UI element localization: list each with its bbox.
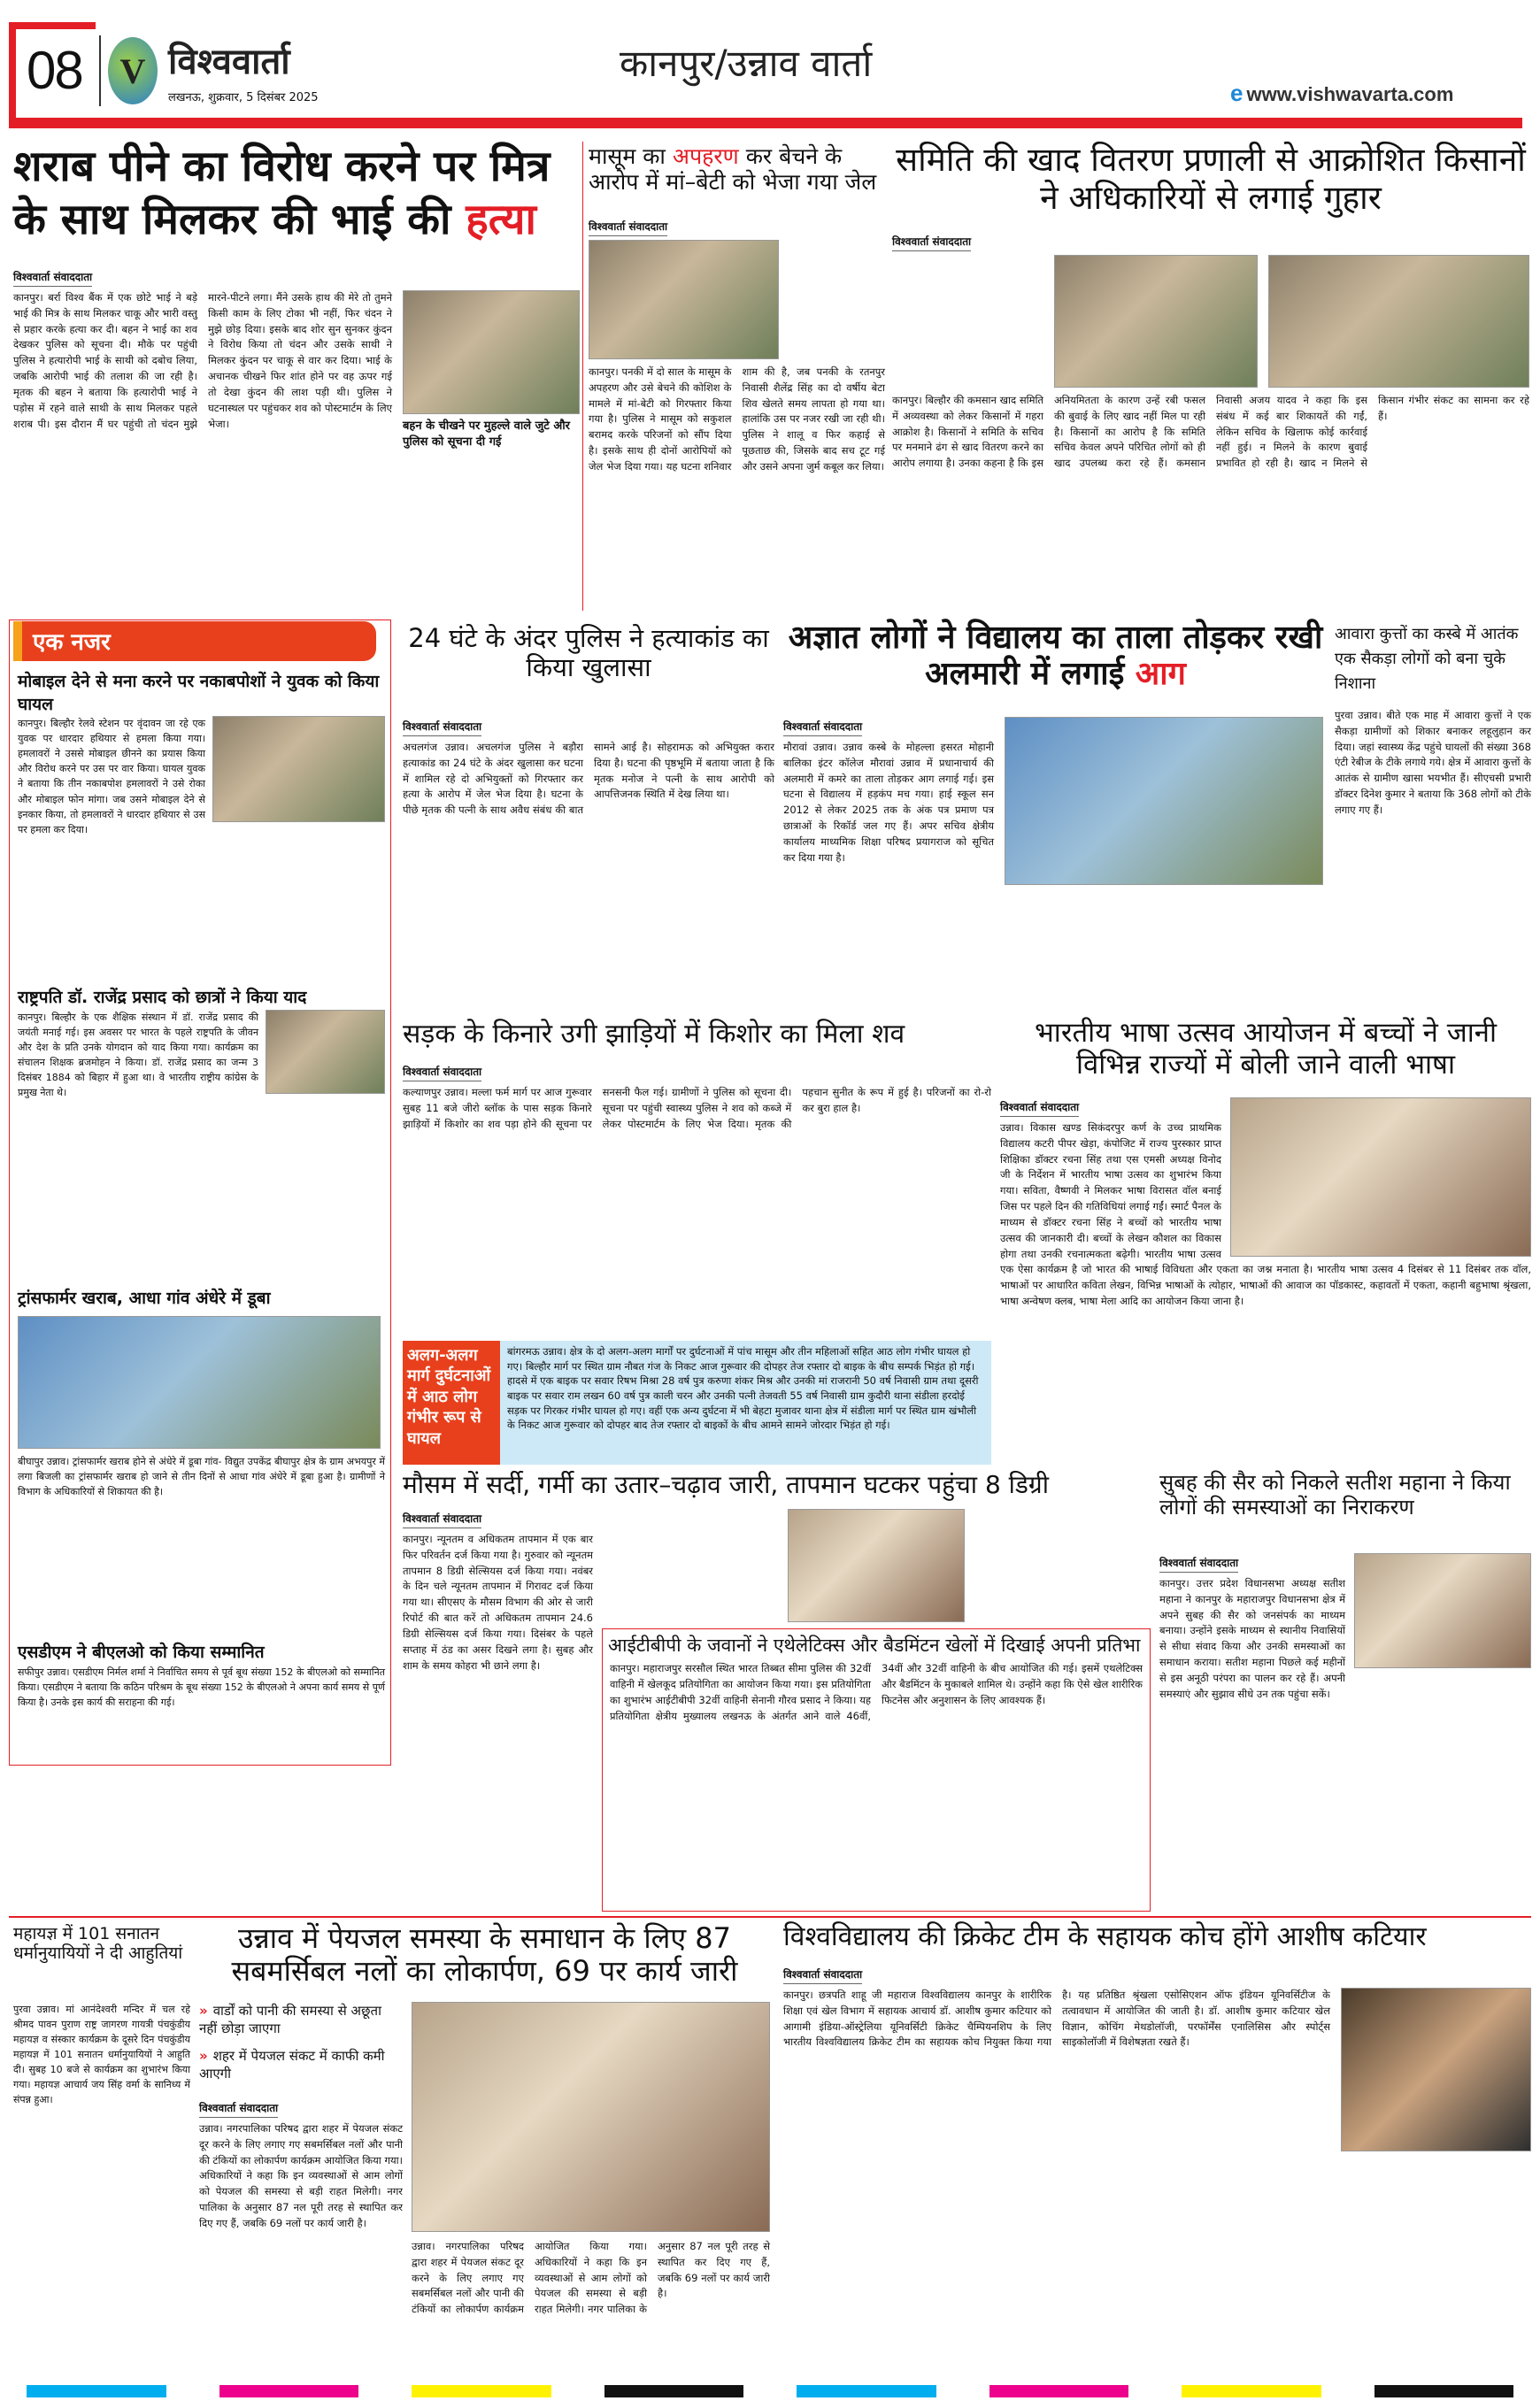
article-photo bbox=[1268, 255, 1529, 388]
article-school-fire bbox=[783, 717, 1323, 885]
item-body: कानपुर। बिल्हौर रेलवे स्टेशन पर वृंदावन जा रहे एक युवक पर धारदार हथियार से हमला किया गया। हमलावरों ने उससे मोबाइल छीनने का प्रयास किया और विरोध करने पर उस पर वार किया। घायल युवक ने बताया कि तीन नकाबपोश हमलावरों ने उसे रोका और मोबाइल फोन मांगा। जब उसने मोबाइल देने से इनकार किया, तो हमलावरों ने धारदार हथियार से उस पर हमला कर दिया। bbox=[18, 718, 205, 835]
page-number: 08 bbox=[27, 41, 82, 100]
byline: विश्ववार्ता संवाददाता bbox=[403, 1064, 481, 1081]
divider bbox=[99, 35, 101, 106]
headline-itbp: आईटीबीपी के जवानों ने एथेलेटिक्स और बैडमिंटन खेलों में दिखाई अपनी प्रतिभा bbox=[608, 1635, 1141, 1656]
itbp-box bbox=[602, 1628, 1151, 1912]
item-headline: मोबाइल देने से मना करने पर नकाबपोशों ने युवक को किया घायल bbox=[18, 672, 380, 714]
byline: विश्ववार्ता संवाददाता bbox=[1000, 1099, 1079, 1117]
headline-fertilizer: समिति की खाद वितरण प्रणाली से आक्रोशित किसानों ने अधिकारियों से लगाई गुहार bbox=[896, 141, 1526, 217]
column-rule bbox=[582, 142, 583, 611]
item-body: सफीपुर उन्नाव। एसडीएम निर्मल शर्मा ने निर्वाचित समय से पूर्व बूथ संख्या 152 के बीएलओ को सम्मानित किया। एसडीएम ने बताया कि कठिन परिश्रम के बूथ संख्या 152 के बीएलओ ने अपना कार्य समय से पूर्ण किया है। उनके इस कार्य की सराहना की गई। bbox=[18, 1666, 385, 1708]
sidebar-item bbox=[18, 671, 385, 837]
article-photo bbox=[788, 1509, 965, 1622]
item-headline: राष्ट्रपति डॉ. राजेंद्र प्रसाद को छात्रों ने किया याद bbox=[18, 988, 307, 1007]
article-body: कानपुर। बर्रा विश्व बैंक में एक छोटे भाई ने बड़े भाई की मित्र के साथ मिलकर चाकू और भारी वस्तु से प्रहार करके हत्या कर दी। बहन ने भाई का शव देखकर पुलिस को सूचना दी। मौके पर पहुंची पुलिस ने हत्यारोपी भाई के साथी को दबोच लिया, जबकि आरोपी भाई की तलाश की जा रही है। मृतक की बहन ने बताया कि हत्यारोपी भाई ने पड़ोस में रहने वाले साथी के साथ मिलकर पहले शराब पी। इस दौरान मैं घर पहुंची तो चंदन मुझे मारने-पीटने लगा। मैंने उसके हाथ की मेरे तो तुमने किसी काम के लिए टोका भी नहीं, फिर चंदन ने मुझे छोड़ दिया। इसके बाद शोर सुन सुनकर कुंदन ने विरोध किया तो चंदन और उसके साथी ने मिलकर कुंदन पर चाकू से वार कर दिया। भाई के अचानक चीखने फिर शांत होने पर वह ऊपर गई तो देखा कुंदन की लाश पड़ी थी। पुलिस ने घटनास्थल पर पहुंचकर शव को पोस्टमार्टम के लिए भेजा। bbox=[13, 291, 392, 430]
byline: विश्ववार्ता संवाददाता bbox=[1159, 1555, 1238, 1573]
byline: विश्ववार्ता संवाददाता bbox=[589, 219, 667, 236]
highlight-item: » वार्डों को पानी की समस्या से अछूता नहीं छोड़ा जाएगा bbox=[199, 2003, 381, 2037]
byline: विश्ववार्ता संवाददाता bbox=[783, 719, 862, 736]
article-mahayagya: पुरवा उन्नाव। मां आनंदेश्वरी मन्दिर में चल रहे श्रीमद पावन पुराण राष्ट्र जागरण गायत्री पंचकुंडीय महायज्ञ व संस्कार कार्यक्रम के दूसरे दिन पंचकुंडीय महायज्ञ में 101 सनातन धर्मानुयायियों ने आहुति दी। सुबह 10 बजे से कार्यक्रम का शुभारंभ किया गया। महायज्ञ आचार्य जय सिंह वर्मा के सानिध्य में संपन्न हुआ। bbox=[13, 2004, 190, 2106]
item-photo bbox=[212, 716, 385, 822]
headline-mahayagya: महायज्ञ में 101 सनातन धर्मानुयायियों ने दी आहुतियां bbox=[13, 1924, 183, 1963]
sidebar-title: एक नजर bbox=[13, 621, 376, 661]
headline-murder: शराब पीने का विरोध करने पर मित्र के साथ मिलकर की भाई की हत्या bbox=[13, 142, 551, 244]
byline: विश्ववार्ता संवाददाता bbox=[892, 234, 971, 251]
headline-water: उन्नाव में पेयजल समस्या के समाधान के लिए 87 सबमर्सिबल नलों का लोकार्पण, 69 पर कार्य जारी bbox=[231, 1921, 738, 1988]
item-body: कानपुर। बिल्हौर के एक शैक्षिक संस्थान में डॉ. राजेंद्र प्रसाद की जयंती मनाई गई। इस अवसर पर भारत के पहले राष्ट्रपति के जीवन और देश के प्रति उनके योगदान को याद किया गया। कार्यक्रम का संचालन शिक्षक ब्रजमोहन ने किया। डॉ. राजेंद्र प्रसाद का जन्म 3 दिसंबर 1884 को बिहार में हुआ था। वे भारतीय राष्ट्रीय कांग्रेस के प्रमुख नेता थे। bbox=[18, 1011, 258, 1098]
headline-weather: मौसम में सर्दी, गर्मी का उतार–चढ़ाव जारी, तापमान घटकर पहुंचा 8 डिग्री bbox=[403, 1470, 1049, 1499]
item-headline: ट्रांसफार्मर खराब, आधा गांव अंधेरे में डूबा bbox=[18, 1289, 271, 1308]
headline-kidnap: मासूम का अपहरण कर बेचने के आरोप में मां–बेटी को भेजा गया जेल bbox=[589, 143, 877, 195]
headline-body-found: सड़क के किनारे उगी झाड़ियों में किशोर का मिला शव bbox=[403, 1019, 905, 1050]
article-body: उन्नाव। विकास खण्ड सिकंदरपुर कर्ण के उच्च प्राथमिक विद्यालय कटरी पीपर खेड़ा, कंपोजिट में राज्य पुरस्कार प्राप्त शिक्षिका डॉक्टर रचना सिंह तथा एस एमसी अध्यक्ष विनोद जी के निर्देशन में भारतीय भाषा उत्सव का शुभारंभ किया गया। सविता, वैष्णवी ने मिलकर भाषा विरासत वॉल बनाई जिस पर पहले दिन की गतिविधियां लगाई गईं। स्मार्ट पैनल के माध्यम से डॉक्टर रचना सिंह ने बच्चों को भारतीय भाषा उत्सव की जानकारी दी। बच्चों के लेखन कौशल का विकास होगा तथा उनकी रचनात्मकता बढ़ेगी। भारतीय भाषा उत्सव एक ऐसा कार्यक्रम है जो भारत की भाषाई विविधता और एकता का जश्न मनाता है। भारतीय भाषा उत्सव 4 दिसंबर से 11 दिसंबर तक वॉल, भाषाओं पर आधारित कविता लेखन, विभिन्न भाषाओं के त्योहार, भाषाओं की आवाज का पॉडकास्ट, कहावतों में एकता, कहानी बहुभाषा श्रृंखला, भाषा अन्वेषण क्लब, भाषा मेला आदि का आयोजन किया जाना है। bbox=[1000, 1121, 1531, 1307]
masthead-title: विश्ववार्ता bbox=[168, 42, 290, 82]
article-photo bbox=[1005, 717, 1323, 885]
article-body: अचलगंज उन्नाव। अचलगंज पुलिस ने बड़ौरा हत्याकांड का 24 घंटे के अंदर खुलासा कर घटना में शामिल रहे दो अभियुक्तों को गिरफ्तार कर हत्या के आरोप में जेल भेज दिया है। घटना के पीछे मृतक की पत्नी के साथ अवैध संबंध की बात सामने आई है। सोहरामऊ को अभियुक्त करार दिया है। घटना की पृष्ठभूमि में बताया जाता है कि मृतक मनोज ने पत्नी के साथ आरोपी को आपत्तिजनक स्थिति में देख लिया था। bbox=[403, 741, 774, 817]
sidebar-item bbox=[18, 1288, 385, 1499]
article-body: कानपुर। महाराजपुर सरसौल स्थित भारत तिब्बत सीमा पुलिस की 32वीं वाहिनी में खेलकूद प्रतियोगिता का आयोजन किया गया। इस प्रतियोगिता का शुभारंभ आईटीबीपी 32वीं वाहिनी सेनानी गौरव प्रसाद ने किया। यह प्रतियोगिता क्षेत्रीय मुख्यालय लखनऊ के अंतर्गत आने वाले 46वीं, 34वीं और 32वीं वाहिनी के बीच आयोजित की गई। इसमें एथलेटिक्स और बैडमिंटन के मुकाबले शामिल थे। उन्होंने कहा कि ऐसे खेल शारीरिक फिटनेस और अनुशासन के लिए आवश्यक हैं। bbox=[610, 1662, 1143, 1722]
highlight-item: » शहर में पेयजल संकट में काफी कमी आएगी bbox=[199, 2047, 385, 2082]
water-highlights bbox=[199, 2002, 403, 2232]
article-body: उन्नाव। नगरपालिका परिषद द्वारा शहर में पेयजल संकट दूर करने के लिए लगाए गए सबमर्सिबल नलों और पानी की टंकियों का लोकार्पण कार्यक्रम आयोजित किया गया। अधिकारियों ने कहा कि इन व्यवस्थाओं से आम लोगों को पेयजल की समस्या से बड़ी राहत मिलेगी। नगर पालिका के अनुसार 87 नल पूरी तरह से स्थापित कर दिए गए हैं, जबकि 69 नलों पर कार्य जारी है। bbox=[199, 2122, 403, 2229]
photo-caption: बहन के चीखने पर मुहल्ले वाले जुटे और पुलिस को सूचना दी गई bbox=[403, 419, 570, 449]
article-police bbox=[403, 717, 774, 819]
article-body: मौरावां उन्नाव। उन्नाव कस्बे के मोहल्ला हसरत मोहानी बालिका इंटर कॉलेज मौरावां उन्नाव में प्रधानाचार्य की अलमारी में कमरे का ताला तोड़कर आग लगाई गई। इस घटना से विद्यालय में हड़कंप मच गया। हाई स्कूल सन 2012 से लेकर 2025 तक के अंक पत्र प्रमाण पत्र छात्राओं के रिकॉर्ड जल गए हैं। अपर सचिव क्षेत्रीय कार्यालय माध्यमिक शिक्षा परिषद प्रयागराज को सूचित कर दिया गया है। bbox=[783, 741, 994, 864]
article-body-found bbox=[403, 1062, 991, 1132]
article-body: कानपुर। उत्तर प्रदेश विधानसभा अध्यक्ष सतीश महाना ने कानपुर के महाराजपुर विधानसभा क्षेत्र में अपने सुबह की सैर को जनसंपर्क का माध्यम बनाया। उन्होंने इसके माध्यम से स्थानीय निवासियों से सीधा संवाद किया और उनकी समस्याओं का समाधान कराया। सतीश महाना पिछले कई महीनों से इस अनूठी परंपरा का पालन कर रहे हैं। अपनी समस्याएं और सुझाव सीधे उन तक पहुंचा सकें। bbox=[1159, 1577, 1345, 1700]
article-murder bbox=[13, 267, 580, 450]
article-weather bbox=[403, 1509, 593, 1674]
article-photo bbox=[403, 290, 580, 414]
coach-portrait bbox=[1341, 1988, 1531, 2151]
byline: विश्ववार्ता संवाददाता bbox=[783, 1966, 862, 1984]
accident-label: अलग-अलग मार्ग दुर्घटनाओं में आठ लोग गंभीर रूप से घायल bbox=[403, 1341, 500, 1465]
sidebar-item bbox=[18, 1642, 385, 1710]
article-stray-dogs: पुरवा उन्नाव। बीते एक माह में आवारा कुत्तों ने एक सैकड़ा ग्रामीणों को शिकार बनाकर लहूलुहान कर दिया। जहां स्वास्थ्य केंद्र पहुंचे घायलों की संख्या 368 एंटी रेबीज के टीके लगाये गये। क्षेत्र में आवारा कुत्तों के आतंक से ग्रामीण खासा भयभीत हैं। सीएचसी प्रभारी डॉक्टर दिनेश कुमार ने बताया कि 368 लोगों को टीके लगाए गए हैं। bbox=[1335, 709, 1531, 816]
section-title: कानपुर/उन्नाव वार्ता bbox=[620, 42, 873, 85]
headline-mahana: सुबह की सैर को निकले सतीश महाना ने किया लोगों की समस्याओं का निराकरण bbox=[1159, 1470, 1511, 1520]
newspaper-logo: V bbox=[108, 37, 158, 104]
article-fertilizer bbox=[892, 232, 1529, 472]
article-photo bbox=[1354, 1553, 1531, 1668]
article-language-fest bbox=[1000, 1097, 1531, 1310]
section-divider bbox=[9, 1916, 1531, 1918]
website-link[interactable]: e www.vishwavarta.com bbox=[1230, 80, 1454, 106]
article-photo bbox=[1054, 255, 1258, 388]
article-mahana bbox=[1159, 1553, 1531, 1703]
byline: विश्ववार्ता संवाददाता bbox=[403, 719, 481, 736]
browser-icon: e bbox=[1230, 80, 1244, 106]
photo-block bbox=[403, 290, 580, 450]
article-body: कानपुर। छत्रपति शाहू जी महाराज विश्वविद्यालय कानपुर के शारीरिक शिक्षा एवं खेल विभाग में सहायक आचार्य डॉ. आशीष कुमार कटियार को आगामी इंडिया-ऑस्ट्रेलिया यूनिवर्सिटी क्रिकेट चैम्पियनशिप के लिए भारतीय विश्वविद्यालय क्रिकेट टीम का सहायक कोच नियुक्त किया गया है। यह प्रतिष्ठित श्रृंखला एसोसिएशन ऑफ इंडियन यूनिवर्सिटीज के तत्वावधान में आयोजित की जाती है। डॉ. आशीष कुमार कटियार खेल विज्ञान, कोचिंग मेथडोलॉजी, परफॉर्मेंस एनालिसिस और स्पोर्ट्स साइकोलॉजी में विशेषज्ञता रखते हैं। bbox=[783, 1989, 1330, 2049]
accident-box bbox=[403, 1341, 991, 1465]
article-body: कल्याणपुर उन्नाव। मल्ला फर्म मार्ग पर आज गुरूवार सुबह 11 बजे जीरो ब्लॉक के पास सड़क किनारे झाड़ियों में किशोर का शव पड़ा होने की सूचना पर सनसनी फैल गई। ग्रामीणों ने पुलिस को सूचना दी। सूचना पर पहुंची स्वास्थ्य पुलिस ने शव को कब्जे में लेकर पोस्टमार्टम के लिए भेज दिया। मृतक की पहचान सुनीत के रूप में हुई है। परिजनों का रो-रो कर बुरा हाल है। bbox=[403, 1086, 991, 1130]
headline-cricket: विश्वविद्यालय की क्रिकेट टीम के सहायक कोच होंगे आशीष कटियार bbox=[783, 1921, 1427, 1952]
article-photo bbox=[412, 2002, 770, 2232]
article-kidnap bbox=[589, 217, 885, 475]
article-body: कानपुर। पनकी में दो साल के मासूम के अपहरण और उसे बेचने की कोशिश के मामले में मां-बेटी को गिरफ्तार किया गया है। पुलिस ने मासूम को सकुशल बरामद करके परिजनों को सौंप दिया है। इसके साथ ही दोनों आरोपियों को जेल भेज दिया गया। यह घटना शनिवार शाम की है, जब पनकी के रतनपुर निवासी शैलेंद्र सिंह का दो वर्षीय बेटा शिव खेलते समय लापता हो गया था। हालांकि उस पर नजर रखी जा रही थी। पुलिस ने शालू व फिर कहाई से पूछताछ की, जिसके बाद सच टूट गई और उसने अपना जुर्म कबूल कर लिया। bbox=[589, 366, 885, 473]
article-photo bbox=[1230, 1097, 1531, 1257]
sidebar-item bbox=[18, 987, 385, 1100]
item-body: बीघापुर उन्नाव। ट्रांसफार्मर खराब होने से अंधेरे में डूबा गांव- विद्युत उपकेंद्र बीघापुर क्षेत्र के ग्राम अभयपुर में लगा बिजली का ट्रांसफार्मर खराब हो जाने से तीन दिनों से आधा गांव अंधेरे में डूबा हुआ है। ग्रामीणों ने विभाग के अधिकारियों से शिकायत की है। bbox=[18, 1455, 385, 1497]
byline: विश्ववार्ता संवाददाता bbox=[13, 269, 92, 287]
print-registration-bar bbox=[0, 2385, 1540, 2397]
headline-police: 24 घंटे के अंदर पुलिस ने हत्याकांड का किया खुलासा bbox=[408, 623, 769, 683]
headline-stray-dogs: आवारा कुत्तों का कस्बे में आतंक एक सैकड़ा लोगों को बना चुके निशाना bbox=[1335, 625, 1519, 693]
headline-school-fire: अज्ञात लोगों ने विद्यालय का ताला तोड़कर रखी अलमारी में लगाई आग bbox=[788, 619, 1323, 693]
article-cricket bbox=[783, 1965, 1531, 2151]
article-body: कानपुर। न्यूनतम व अधिकतम तापमान में एक बार फिर परिवर्तन दर्ज किया गया है। गुरुवार को न्यूनतम तापमान 8 डिग्री सेल्सियस दर्ज किया गया। नवंबर के दिन चले न्यूनतम तापमान में गिरावट दर्ज किया गया था। सीएसए के मौसम विभाग की ओर से जारी रिपोर्ट की बात करें तो अधिकतम तापमान 24.6 डिग्री सेल्सियस दर्ज किया गया। दिसंबर के पहले सप्ताह में ठंड का असर दिखने लगा है। सुबह और शाम के समय कोहरा भी छाने लगा है। bbox=[403, 1533, 593, 1672]
article-water-cont: उन्नाव। नगरपालिका परिषद द्वारा शहर में पेयजल संकट दूर करने के लिए लगाए गए सबमर्सिबल नलों और पानी की टंकियों का लोकार्पण कार्यक्रम आयोजित किया गया। अधिकारियों ने कहा कि इन व्यवस्थाओं से आम लोगों को पेयजल की समस्या से बड़ी राहत मिलेगी। नगर पालिका के अनुसार 87 नल पूरी तरह से स्थापित कर दिए गए हैं, जबकि 69 नलों पर कार्य जारी है। bbox=[412, 2240, 770, 2316]
article-photo bbox=[589, 240, 779, 359]
byline: विश्ववार्ता संवाददाता bbox=[199, 2100, 278, 2118]
headline-language-fest: भारतीय भाषा उत्सव आयोजन में बच्चों ने जानी विभिन्न राज्यों में बोली जाने वाली भाषा bbox=[1035, 1017, 1497, 1081]
item-headline: एसडीएम ने बीएलओ को किया सम्मानित bbox=[18, 1643, 265, 1662]
accident-body: बांगरमऊ उन्नाव। क्षेत्र के दो अलग-अलग मार्गों पर दुर्घटनाओं में पांच मासूम और तीन महिलाओं सहित आठ लोग गंभीर घायल हो गए। बिल्हौर मार्ग पर स्थित ग्राम नौबत गंज के निकट आज गुरूवार की दोपहर तेज रफ्तार दो बाइक के बीच सम्पर्क भिड़ंत हो गई। हादसे में एक बाइक पर सवार रिषभ मिश्रा 28 वर्ष पुत्र करुणा शंकर मिश्र और उनकी मां राजरानी 50 वर्ष निवासी ग्राम तथा दूसरी बाइक पर सवार राम लखन 60 वर्ष पुत्र काली चरन और उनकी पत्नी तेजवती 55 वर्ष निवासी ग्राम कुदौरी थाना संडीला हरदोई सड़क पर गिरकर गंभीर घायल हो गए। वहीं एक अन्य दुर्घटना में भी बेहटा मुजावर थाना क्षेत्र में संडीला मार्ग पर स्थित ग्राम खंभौली के निकट आज गुरूवार को दोपहर बाद तेज रफ्तार दो बाइकों के बीच आमने सामने जोरदार भिड़ंत हो गई। bbox=[507, 1345, 979, 1432]
dateline: लखनऊ, शुक्रवार, 5 दिसंबर 2025 bbox=[168, 91, 319, 104]
byline: विश्ववार्ता संवाददाता bbox=[403, 1511, 481, 1528]
item-photo bbox=[18, 1316, 381, 1449]
article-body: कानपुर। बिल्हौर की कमसान खाद समिति में अव्यवस्था को लेकर किसानों में गहरा आक्रोश है। किसानों ने समिति के सचिव पर मनमाने ढंग से खाद वितरण करने का आरोप लगाया है। उनका कहना है कि इस अनियमितता के कारण उन्हें रबी फसल की बुवाई के लिए खाद नहीं मिल पा रही है। किसानों का आरोप है कि समिति सचिव केवल अपने परिचित लोगों को ही खाद उपलब्ध करा रहे हैं। कमसान निवासी अजय यादव ने कहा कि इस संबंध में कई बार शिकायतें की गईं, लेकिन सचिव के खिलाफ कोई कार्रवाई नहीं हुई। न मिलने के कारण बुवाई प्रभावित हो रही है। खाद न मिलने से किसान गंभीर संकट का सामना कर रहे हैं। bbox=[892, 394, 1529, 470]
item-photo bbox=[266, 1010, 385, 1094]
